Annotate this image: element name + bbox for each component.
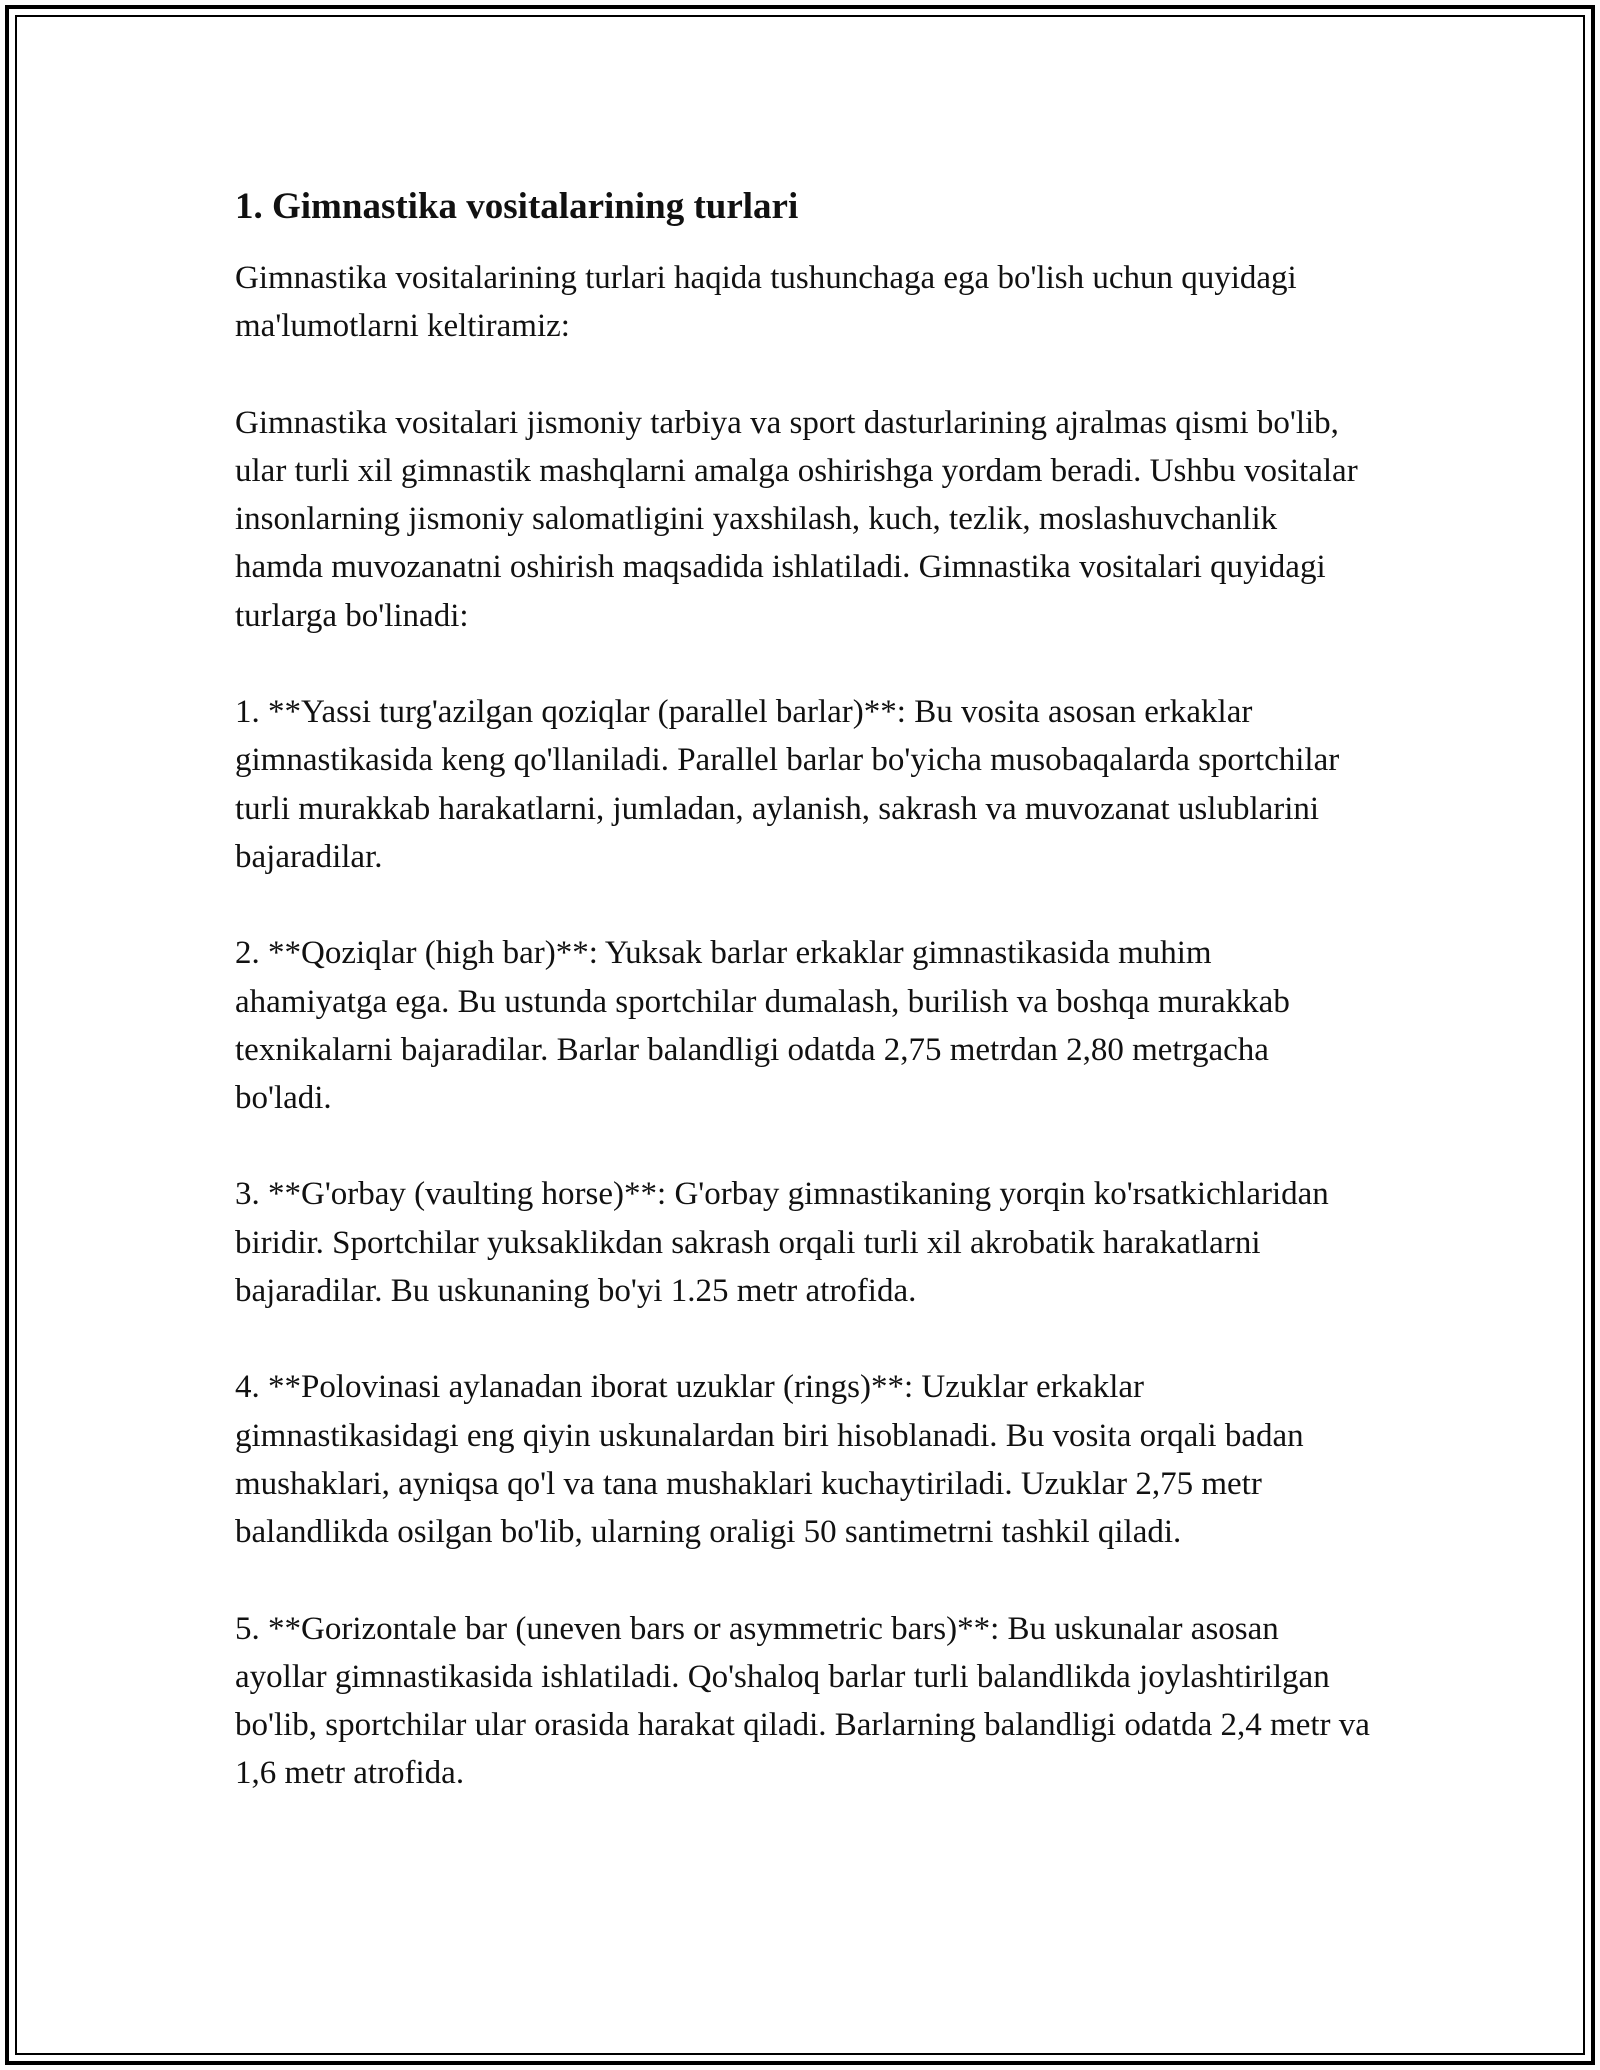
overview-paragraph: Gimnastika vositalari jismoniy tarbiya va sport dasturlarining ajralmas qismi bo'lib, ular turli xil gimnastik mashqlarni amalga oshirishga yordam beradi. Ushbu vositalar insonlarning jismoniy salomatligini yaxshilash, kuch, tezlik, moslashuvchanlik hamda muvozanatni oshirish maqsadida ishlatiladi. Gimnastika vositalari quyidagi turlarga bo'linadi: [235, 404, 1358, 634]
item-vaulting-horse: 3. **G'orbay (vaulting horse)**: G'orbay gimnastikaning yorqin ko'rsatkichlaridan biridir. Sportchilar yuksaklikdan sakrash orqali turli xil akrobatik harakatlarni bajaradilar. Bu uskunaning bo'yi 1.25 metr atrofida. [235, 1176, 1329, 1310]
intro-paragraph: Gimnastika vositalarining turlari haqida tushunchaga ega bo'lish uchun quyidagi ma'lumotlarni keltiramiz: [235, 260, 1297, 345]
section-heading: 1. Gimnastika vositalarining turlari [235, 186, 799, 227]
item-uneven-bars: 5. **Gorizontale bar (uneven bars or asymmetric bars)**: Bu uskunalar asosan ayollar gimnastikasida ishlatiladi. Qo'shaloq barlar turli balandlikda joylashtirilgan bo'lib, sportchilar ular orasida harakat qiladi. Barlarning balandligi odatda 2,4 metr va 1,6 metr atrofida. [235, 1610, 1370, 1792]
item-rings: 4. **Polovinasi aylanadan iborat uzuklar (rings)**: Uzuklar erkaklar gimnastikasidagi eng qiyin uskunalardan biri hisoblanadi. Bu vosita orqali badan mushaklari, ayniqsa qo'l va tana mushaklari kuchaytiriladi. Uzuklar 2,75 metr balandlikda osilgan bo'lib, ularning oraligi 50 santimetrni tashkil qiladi. [235, 1369, 1304, 1551]
item-parallel-bars: 1. **Yassi turg'azilgan qoziqlar (parallel barlar)**: Bu vosita asosan erkaklar gimnastikasida keng qo'llaniladi. Parallel barlar bo'yicha musobaqalarda sportchilar turli murakkab harakatlarni, jumladan, aylanish, sakrash va muvozanat uslublarini bajaradilar. [235, 694, 1340, 875]
document-body [235, 185, 1370, 1846]
item-high-bar: 2. **Qoziqlar (high bar)**: Yuksak barlar erkaklar gimnastikasida muhim ahamiyatga ega. Bu ustunda sportchilar dumalash, burilish va boshqa murakkab texnikalarni bajaradilar. Barlar balandligi odatda 2,75 metrdan 2,80 metrgacha bo'ladi. [235, 935, 1290, 1117]
